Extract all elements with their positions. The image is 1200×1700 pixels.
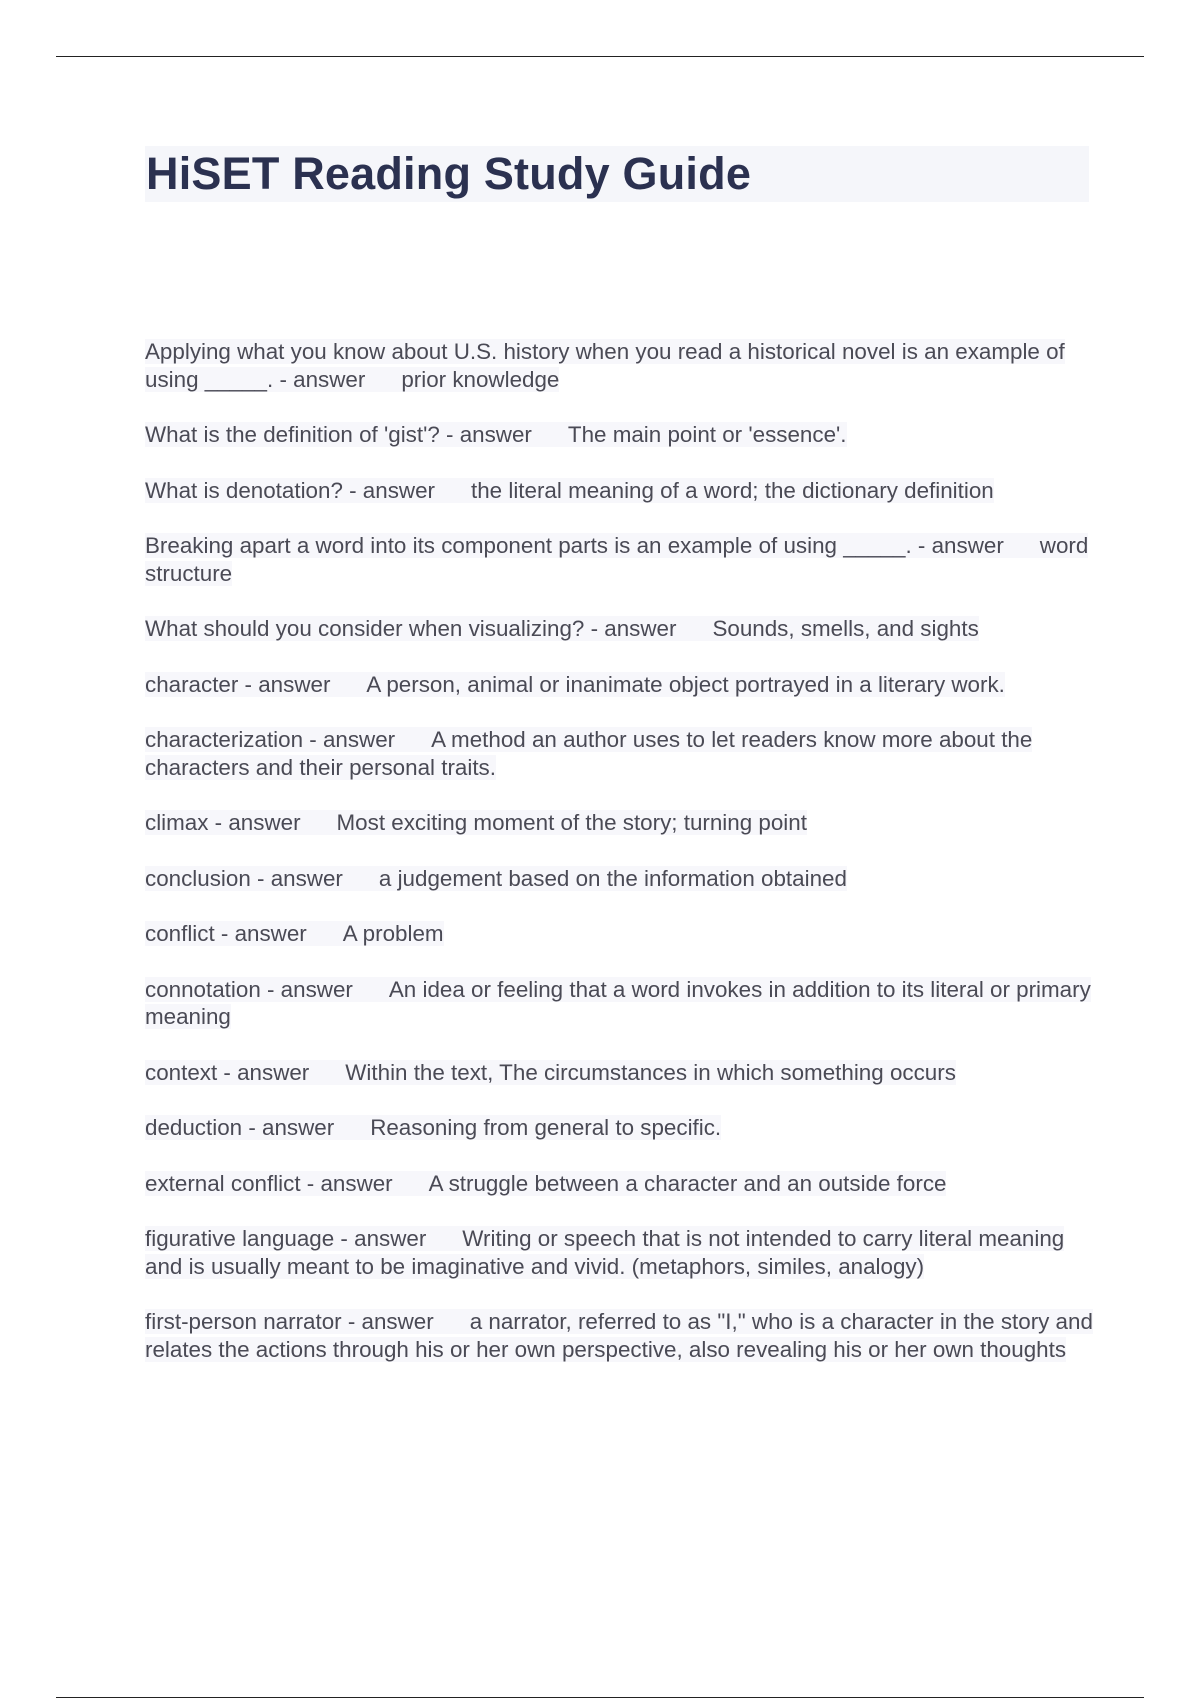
qa-question: What is denotation? - answer bbox=[145, 477, 435, 503]
qa-answer: word structure bbox=[145, 533, 1089, 586]
qa-answer: Sounds, smells, and sights bbox=[712, 616, 979, 641]
qa-answer: prior knowledge bbox=[401, 366, 560, 392]
qa-item bbox=[145, 338, 1105, 393]
qa-answer: Writing or speech that is not intended to carry literal meaning and is usually meant to be imaginative and vivid. (metaphors, similes, analogy) bbox=[145, 1226, 1065, 1279]
qa-answer: the literal meaning of a word; the dictionary definition bbox=[471, 477, 994, 503]
bottom-rule bbox=[56, 1697, 1144, 1698]
qa-question: characterization - answer bbox=[145, 727, 396, 752]
qa-question: conflict - answer bbox=[145, 921, 307, 946]
qa-answer: Most exciting moment of the story; turning point bbox=[336, 810, 807, 835]
qa-question: first-person narrator - answer bbox=[145, 1309, 434, 1334]
qa-item bbox=[145, 865, 1105, 893]
qa-question: conclusion - answer bbox=[145, 865, 343, 891]
qa-item bbox=[145, 477, 1105, 505]
qa-question: Breaking apart a word into its component parts is an example of using _____. - answer bbox=[145, 533, 1004, 558]
qa-question: connotation - answer bbox=[145, 976, 353, 1002]
qa-question: figurative language - answer bbox=[145, 1226, 427, 1251]
qa-answer: Within the text, The circumstances in which something occurs bbox=[345, 1059, 956, 1085]
qa-item bbox=[145, 1059, 1105, 1087]
qa-answer: Reasoning from general to specific. bbox=[370, 1115, 722, 1140]
qa-answer: A problem bbox=[342, 921, 444, 946]
qa-item bbox=[145, 615, 1105, 643]
qa-answer: A struggle between a character and an outside force bbox=[428, 1170, 947, 1196]
qa-question: Applying what you know about U.S. history when you read a historical novel is an example of using _____. - answer bbox=[145, 339, 1065, 392]
qa-list bbox=[145, 338, 1105, 1391]
qa-item bbox=[145, 809, 1105, 837]
qa-item bbox=[145, 532, 1105, 587]
qa-item bbox=[145, 726, 1105, 781]
qa-question: character - answer bbox=[145, 671, 331, 697]
qa-answer: a narrator, referred to as "I," who is a character in the story and relates the actions through his or her own perspective, also revealing his or her own thoughts bbox=[145, 1309, 1093, 1362]
top-rule bbox=[56, 56, 1144, 57]
qa-item bbox=[145, 1170, 1105, 1198]
qa-item bbox=[145, 976, 1105, 1031]
qa-question: What is the definition of 'gist'? - answer bbox=[145, 422, 532, 447]
page-title: HiSET Reading Study Guide bbox=[146, 148, 752, 199]
qa-answer: A method an author uses to let readers know more about the characters and their personal traits. bbox=[145, 727, 1033, 780]
qa-question: context - answer bbox=[145, 1059, 310, 1085]
qa-item bbox=[145, 920, 1105, 948]
qa-question: external conflict - answer bbox=[145, 1170, 393, 1196]
qa-item bbox=[145, 671, 1105, 699]
qa-question: What should you consider when visualizing? - answer bbox=[145, 616, 677, 641]
qa-item bbox=[145, 1114, 1105, 1142]
qa-item bbox=[145, 1225, 1105, 1280]
qa-answer: The main point or 'essence'. bbox=[567, 422, 847, 447]
qa-item bbox=[145, 421, 1105, 449]
qa-answer: An idea or feeling that a word invokes in addition to its literal or primary meaning bbox=[145, 976, 1091, 1029]
qa-question: deduction - answer bbox=[145, 1115, 335, 1140]
qa-item bbox=[145, 1308, 1105, 1363]
qa-answer: a judgement based on the information obtained bbox=[378, 865, 847, 891]
qa-question: climax - answer bbox=[145, 810, 301, 835]
qa-answer: A person, animal or inanimate object portrayed in a literary work. bbox=[366, 671, 1005, 697]
